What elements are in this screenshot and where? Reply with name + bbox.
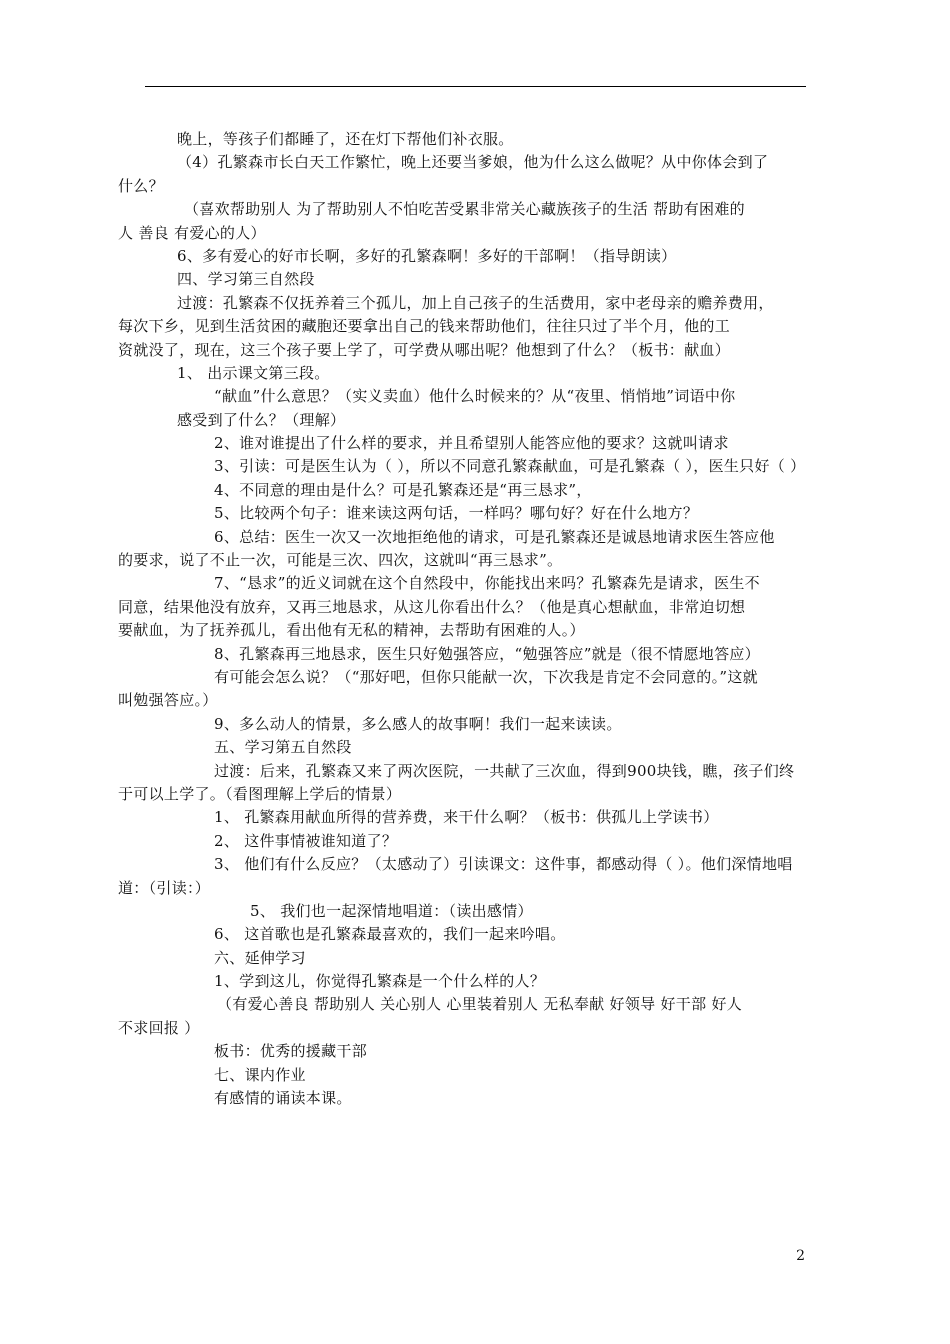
- text-line: （喜欢帮助别人 为了帮助别人不怕吃苦受累非常关心藏族孩子的生活 帮助有困难的: [184, 200, 745, 219]
- text-line: 过渡：孔繁森不仅抚养着三个孤儿，加上自己孩子的生活费用，家中老母亲的赡养费用，: [177, 293, 774, 312]
- text-line: 同意，结果他没有放弃，又再三地恳求，从这儿你看出什么？（他是真心想献血，非常迫切想: [118, 597, 746, 616]
- text-line: 1、学到这儿，你觉得孔繁森是一个什么样的人？: [214, 972, 546, 991]
- text-line: 7、“恳求”的近义词就在这个自然段中，你能找出来吗？孔繁森先是请求，医生不: [214, 574, 760, 593]
- text-line: 道：（引读：）: [118, 878, 211, 897]
- text-line: 每次下乡，见到生活贫困的藏胞还要拿出自己的钱来帮助他们，往往只过了半个月，他的工: [118, 317, 731, 336]
- text-line: 9、多么动人的情景，多么感人的故事啊！我们一起来读读。: [214, 714, 622, 733]
- text-line: 2、 这件事情被谁知道了？: [214, 831, 398, 850]
- text-line: 3、 他们有什么反应？（太感动了）引读课文：这件事，都感动得（ ）。他们深情地唱: [214, 855, 793, 874]
- text-line: 晚上，等孩子们都睡了，还在灯下帮他们补衣服。: [177, 130, 514, 148]
- text-line: 8、孔繁森再三地恳求，医生只好勉强答应，“勉强答应”就是（很不情愿地答应）: [214, 644, 760, 663]
- text-line: 资就没了，现在，这三个孩子要上学了，可学费从哪出呢？他想到了什么？（板书：献血）: [118, 340, 731, 359]
- header-rule: [145, 86, 806, 87]
- text-line: “献血”什么意思？（实义卖血）他什么时候来的？从“夜里、悄悄地”词语中你: [214, 387, 736, 406]
- text-line: 5、比较两个句子：谁来读这两句话，一样吗？哪句好？好在什么地方？: [214, 504, 699, 523]
- text-line: 人 善良 有爱心的人）: [118, 223, 266, 242]
- text-line: 5、 我们也一起深情地唱道：（读出感情）: [250, 901, 533, 920]
- text-line: 过渡：后来，孔繁森又来了两次医院，一共献了三次血，得到900块钱，瞧，孩子们终: [214, 761, 795, 780]
- text-line: 于可以上学了。（看图理解上学后的情景）: [118, 784, 402, 803]
- text-line: 板书：优秀的援藏干部: [214, 1042, 368, 1061]
- document-body: [118, 128, 808, 1110]
- text-line: （有爱心善良 帮助别人 关心别人 心里装着别人 无私奉献 好领导 好干部 好人: [217, 995, 743, 1014]
- text-line: 1、 孔繁森用献血所得的营养费，来干什么啊？（板书：供孤儿上学读书）: [214, 808, 719, 827]
- text-line: 6、总结：医生一次又一次地拒绝他的请求，可是孔繁森还是诚恳地请求医生答应他: [214, 527, 775, 546]
- text-line: 1、 出示课文第三段。: [177, 363, 330, 382]
- text-line: 4、不同意的理由是什么？可是孔繁森还是“再三恳求”，: [214, 480, 592, 499]
- text-line: 感受到了什么？（理解）: [177, 410, 346, 429]
- text-line: 有感情的诵读本课。: [214, 1089, 352, 1108]
- text-line: （4）孔繁森市长白天工作繁忙，晚上还要当爹娘，他为什么这么做呢？从中你体会到了: [177, 153, 769, 172]
- text-line: 有可能会怎么说？（“那好吧，但你只能献一次，下次我是肯定不会同意的。”这就: [214, 667, 758, 686]
- page-number: 2: [796, 1248, 805, 1264]
- text-line: 六、延伸学习: [214, 948, 306, 967]
- text-line: 3、引读：可是医生认为（ ），所以不同意孔繁森献血，可是孔繁森（ ），医生只好（ ）: [214, 457, 806, 476]
- text-line: 四、学习第三自然段: [177, 270, 315, 289]
- text-line: 叫勉强答应。）: [118, 691, 218, 710]
- text-line: 6、 这首歌也是孔繁森最喜欢的，我们一起来吟唱。: [214, 925, 566, 944]
- text-line: 6、多有爱心的好市长啊，多好的孔繁森啊！多好的干部啊！（指导朗读）: [177, 246, 677, 265]
- text-line: 七、课内作业: [214, 1065, 306, 1084]
- text-line: 的要求，说了不止一次，可能是三次、四次，这就叫“再三恳求”。: [118, 551, 563, 570]
- text-line: 五、学习第五自然段: [214, 738, 352, 757]
- text-line: 什么？: [118, 176, 164, 195]
- text-line: 不求回报 ）: [118, 1018, 200, 1037]
- text-line: 要献血，为了抚养孤儿，看出他有无私的精神，去帮助有困难的人。）: [118, 621, 585, 640]
- text-line: 2、谁对谁提出了什么样的要求，并且希望别人能答应他的要求？这就叫请求: [214, 434, 729, 453]
